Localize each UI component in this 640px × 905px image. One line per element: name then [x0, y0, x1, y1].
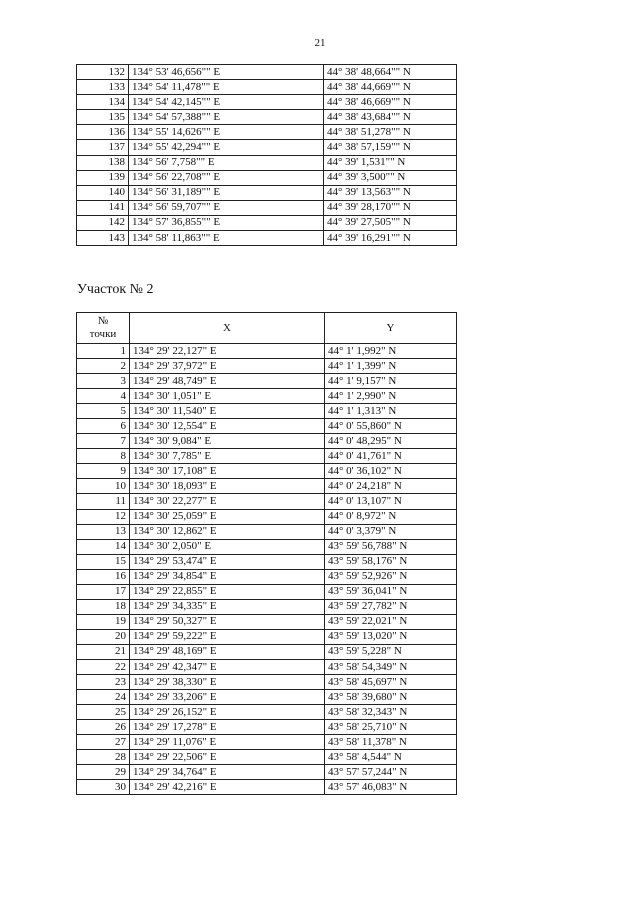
longitude-cell: 134° 29' 38,330" E — [130, 675, 325, 690]
latitude-cell: 44° 39' 1,531"" N — [324, 155, 457, 170]
table-row — [77, 231, 457, 246]
latitude-cell: 43° 58' 39,680" N — [325, 690, 457, 705]
point-number-cell: 141 — [77, 200, 129, 215]
longitude-cell: 134° 29' 26,152" E — [130, 705, 325, 720]
point-number-cell: 26 — [77, 720, 130, 735]
table-row — [77, 539, 457, 554]
point-number-cell: 10 — [77, 479, 130, 494]
latitude-cell: 43° 58' 25,710" N — [325, 720, 457, 735]
latitude-cell: 44° 0' 8,972" N — [325, 509, 457, 524]
longitude-cell: 134° 30' 9,084" E — [130, 434, 325, 449]
longitude-cell: 134° 30' 25,059" E — [130, 509, 325, 524]
latitude-cell: 44° 38' 46,669"" N — [324, 95, 457, 110]
table-row — [77, 140, 457, 155]
longitude-cell: 134° 29' 37,972" E — [130, 359, 325, 374]
table-row — [77, 80, 457, 95]
point-number-cell: 133 — [77, 80, 129, 95]
longitude-cell: 134° 54' 11,478"" E — [129, 80, 324, 95]
longitude-cell: 134° 56' 7,758"" E — [129, 155, 324, 170]
point-number-cell: 12 — [77, 509, 130, 524]
point-number-cell: 3 — [77, 374, 130, 389]
latitude-cell: 44° 0' 55,860" N — [325, 419, 457, 434]
table-row — [77, 659, 457, 674]
point-number-cell: 8 — [77, 449, 130, 464]
latitude-cell: 43° 57' 57,244" N — [325, 765, 457, 780]
latitude-cell: 44° 0' 36,102" N — [325, 464, 457, 479]
section-heading: Участок № 2 — [77, 282, 154, 297]
longitude-cell: 134° 56' 22,708"" E — [129, 170, 324, 185]
table-body — [77, 65, 457, 246]
latitude-cell: 44° 1' 9,157" N — [325, 374, 457, 389]
point-number-cell: 7 — [77, 434, 130, 449]
point-number-cell: 140 — [77, 185, 129, 200]
point-number-cell: 24 — [77, 690, 130, 705]
point-number-cell: 21 — [77, 644, 130, 659]
longitude-cell: 134° 29' 34,854" E — [130, 569, 325, 584]
longitude-cell: 134° 30' 7,785" E — [130, 449, 325, 464]
table-row — [77, 750, 457, 765]
header-point-number — [77, 313, 130, 344]
table-row — [77, 599, 457, 614]
longitude-cell: 134° 29' 50,327" E — [130, 614, 325, 629]
point-number-cell: 9 — [77, 464, 130, 479]
longitude-cell: 134° 55' 42,294"" E — [129, 140, 324, 155]
point-number-cell: 25 — [77, 705, 130, 720]
table-body — [77, 344, 457, 795]
table-row — [77, 524, 457, 539]
longitude-cell: 134° 29' 22,506" E — [130, 750, 325, 765]
point-number-cell: 15 — [77, 554, 130, 569]
table-row — [77, 614, 457, 629]
point-number-cell: 17 — [77, 584, 130, 599]
point-number-cell: 136 — [77, 125, 129, 140]
point-number-cell: 20 — [77, 629, 130, 644]
longitude-cell: 134° 29' 59,222" E — [130, 629, 325, 644]
latitude-cell: 44° 38' 51,278"" N — [324, 125, 457, 140]
table-row — [77, 705, 457, 720]
latitude-cell: 44° 38' 43,684"" N — [324, 110, 457, 125]
table-row — [77, 735, 457, 750]
table-row — [77, 125, 457, 140]
latitude-cell: 44° 1' 2,990" N — [325, 389, 457, 404]
latitude-cell: 44° 39' 16,291"" N — [324, 231, 457, 246]
longitude-cell: 134° 55' 14,626"" E — [129, 125, 324, 140]
longitude-cell: 134° 29' 11,076" E — [130, 735, 325, 750]
table-row — [77, 344, 457, 359]
table-row — [77, 65, 457, 80]
point-number-cell: 6 — [77, 419, 130, 434]
longitude-cell: 134° 29' 34,764" E — [130, 765, 325, 780]
table-row — [77, 629, 457, 644]
table-row — [77, 389, 457, 404]
longitude-cell: 134° 30' 2,050" E — [130, 539, 325, 554]
table-row — [77, 200, 457, 215]
table-row — [77, 215, 457, 230]
longitude-cell: 134° 30' 18,093" E — [130, 479, 325, 494]
header-row — [77, 313, 457, 344]
longitude-cell: 134° 30' 12,862" E — [130, 524, 325, 539]
latitude-cell: 44° 39' 13,563"" N — [324, 185, 457, 200]
table-row — [77, 644, 457, 659]
table-row — [77, 419, 457, 434]
longitude-cell: 134° 54' 42,145"" E — [129, 95, 324, 110]
latitude-cell: 43° 59' 27,782" N — [325, 599, 457, 614]
longitude-cell: 134° 30' 1,051" E — [130, 389, 325, 404]
point-number-cell: 23 — [77, 675, 130, 690]
latitude-cell: 44° 39' 28,170"" N — [324, 200, 457, 215]
point-number-cell: 27 — [77, 735, 130, 750]
point-number-cell: 138 — [77, 155, 129, 170]
table-row — [77, 584, 457, 599]
point-number-cell: 135 — [77, 110, 129, 125]
point-number-cell: 14 — [77, 539, 130, 554]
point-number-cell: 28 — [77, 750, 130, 765]
table-row — [77, 464, 457, 479]
longitude-cell: 134° 58' 11,863"" E — [129, 231, 324, 246]
point-number-cell: 134 — [77, 95, 129, 110]
latitude-cell: 43° 59' 36,041" N — [325, 584, 457, 599]
latitude-cell: 43° 58' 54,349" N — [325, 659, 457, 674]
table-row — [77, 449, 457, 464]
point-number-cell: 1 — [77, 344, 130, 359]
point-number-cell: 16 — [77, 569, 130, 584]
table-row — [77, 170, 457, 185]
longitude-cell: 134° 29' 17,278" E — [130, 720, 325, 735]
table-row — [77, 554, 457, 569]
table-row — [77, 404, 457, 419]
point-number-cell: 4 — [77, 389, 130, 404]
point-number-cell: 11 — [77, 494, 130, 509]
longitude-cell: 134° 30' 11,540" E — [130, 404, 325, 419]
latitude-cell: 43° 59' 56,788" N — [325, 539, 457, 554]
latitude-cell: 43° 59' 58,176" N — [325, 554, 457, 569]
point-number-cell: 132 — [77, 65, 129, 80]
latitude-cell: 44° 0' 48,295" N — [325, 434, 457, 449]
longitude-cell: 134° 29' 34,335" E — [130, 599, 325, 614]
coordinates-table-continued — [76, 64, 457, 246]
header-number-sign: № — [97, 315, 109, 327]
latitude-cell: 44° 0' 13,107" N — [325, 494, 457, 509]
point-number-cell: 142 — [77, 215, 129, 230]
table-row — [77, 569, 457, 584]
latitude-cell: 43° 58' 32,343" N — [325, 705, 457, 720]
latitude-cell: 43° 59' 13,020" N — [325, 629, 457, 644]
longitude-cell: 134° 29' 22,855" E — [130, 584, 325, 599]
point-number-cell: 22 — [77, 659, 130, 674]
page-number: 21 — [314, 37, 326, 49]
longitude-cell: 134° 53' 46,656"" E — [129, 65, 324, 80]
point-number-cell: 29 — [77, 765, 130, 780]
latitude-cell: 44° 38' 44,669"" N — [324, 80, 457, 95]
latitude-cell: 44° 38' 57,159"" N — [324, 140, 457, 155]
longitude-cell: 134° 29' 22,127" E — [130, 344, 325, 359]
point-number-cell: 18 — [77, 599, 130, 614]
coordinates-table-section-2 — [76, 312, 457, 795]
table-row — [77, 155, 457, 170]
table-row — [77, 374, 457, 389]
longitude-cell: 134° 30' 22,277" E — [130, 494, 325, 509]
latitude-cell: 43° 59' 52,926" N — [325, 569, 457, 584]
point-number-cell: 30 — [77, 780, 130, 795]
longitude-cell: 134° 29' 42,216" E — [130, 780, 325, 795]
latitude-cell: 43° 57' 46,083" N — [325, 780, 457, 795]
point-number-cell: 5 — [77, 404, 130, 419]
longitude-cell: 134° 57' 36,855"" E — [129, 215, 324, 230]
header-x: X — [130, 313, 325, 344]
latitude-cell: 44° 39' 3,500"" N — [324, 170, 457, 185]
table-row — [77, 479, 457, 494]
latitude-cell: 43° 58' 45,697" N — [325, 675, 457, 690]
longitude-cell: 134° 56' 59,707"" E — [129, 200, 324, 215]
latitude-cell: 44° 38' 48,664"" N — [324, 65, 457, 80]
point-number-cell: 139 — [77, 170, 129, 185]
latitude-cell: 43° 59' 5,228" N — [325, 644, 457, 659]
longitude-cell: 134° 30' 17,108" E — [130, 464, 325, 479]
latitude-cell: 43° 59' 22,021" N — [325, 614, 457, 629]
longitude-cell: 134° 30' 12,554" E — [130, 419, 325, 434]
point-number-cell: 137 — [77, 140, 129, 155]
latitude-cell: 44° 1' 1,992" N — [325, 344, 457, 359]
point-number-cell: 13 — [77, 524, 130, 539]
table-row — [77, 675, 457, 690]
table-row — [77, 185, 457, 200]
latitude-cell: 44° 0' 24,218" N — [325, 479, 457, 494]
longitude-cell: 134° 29' 53,474" E — [130, 554, 325, 569]
table-row — [77, 95, 457, 110]
table-row — [77, 509, 457, 524]
latitude-cell: 43° 58' 4,544" N — [325, 750, 457, 765]
table-row — [77, 494, 457, 509]
header-y: Y — [325, 313, 457, 344]
latitude-cell: 44° 1' 1,399" N — [325, 359, 457, 374]
longitude-cell: 134° 56' 31,189"" E — [129, 185, 324, 200]
point-number-cell: 143 — [77, 231, 129, 246]
longitude-cell: 134° 29' 42,347" E — [130, 659, 325, 674]
table-row — [77, 434, 457, 449]
latitude-cell: 44° 39' 27,505"" N — [324, 215, 457, 230]
table-row — [77, 110, 457, 125]
latitude-cell: 43° 58' 11,378" N — [325, 735, 457, 750]
point-number-cell: 19 — [77, 614, 130, 629]
latitude-cell: 44° 0' 3,379" N — [325, 524, 457, 539]
table-row — [77, 690, 457, 705]
table-row — [77, 780, 457, 795]
latitude-cell: 44° 0' 41,761" N — [325, 449, 457, 464]
table-header — [77, 313, 457, 344]
header-point-word: точки — [89, 328, 117, 340]
longitude-cell: 134° 29' 48,169" E — [130, 644, 325, 659]
table-row — [77, 359, 457, 374]
table-row — [77, 765, 457, 780]
longitude-cell: 134° 29' 33,206" E — [130, 690, 325, 705]
point-number-cell: 2 — [77, 359, 130, 374]
table-row — [77, 720, 457, 735]
longitude-cell: 134° 29' 48,749" E — [130, 374, 325, 389]
longitude-cell: 134° 54' 57,388"" E — [129, 110, 324, 125]
latitude-cell: 44° 1' 1,313" N — [325, 404, 457, 419]
